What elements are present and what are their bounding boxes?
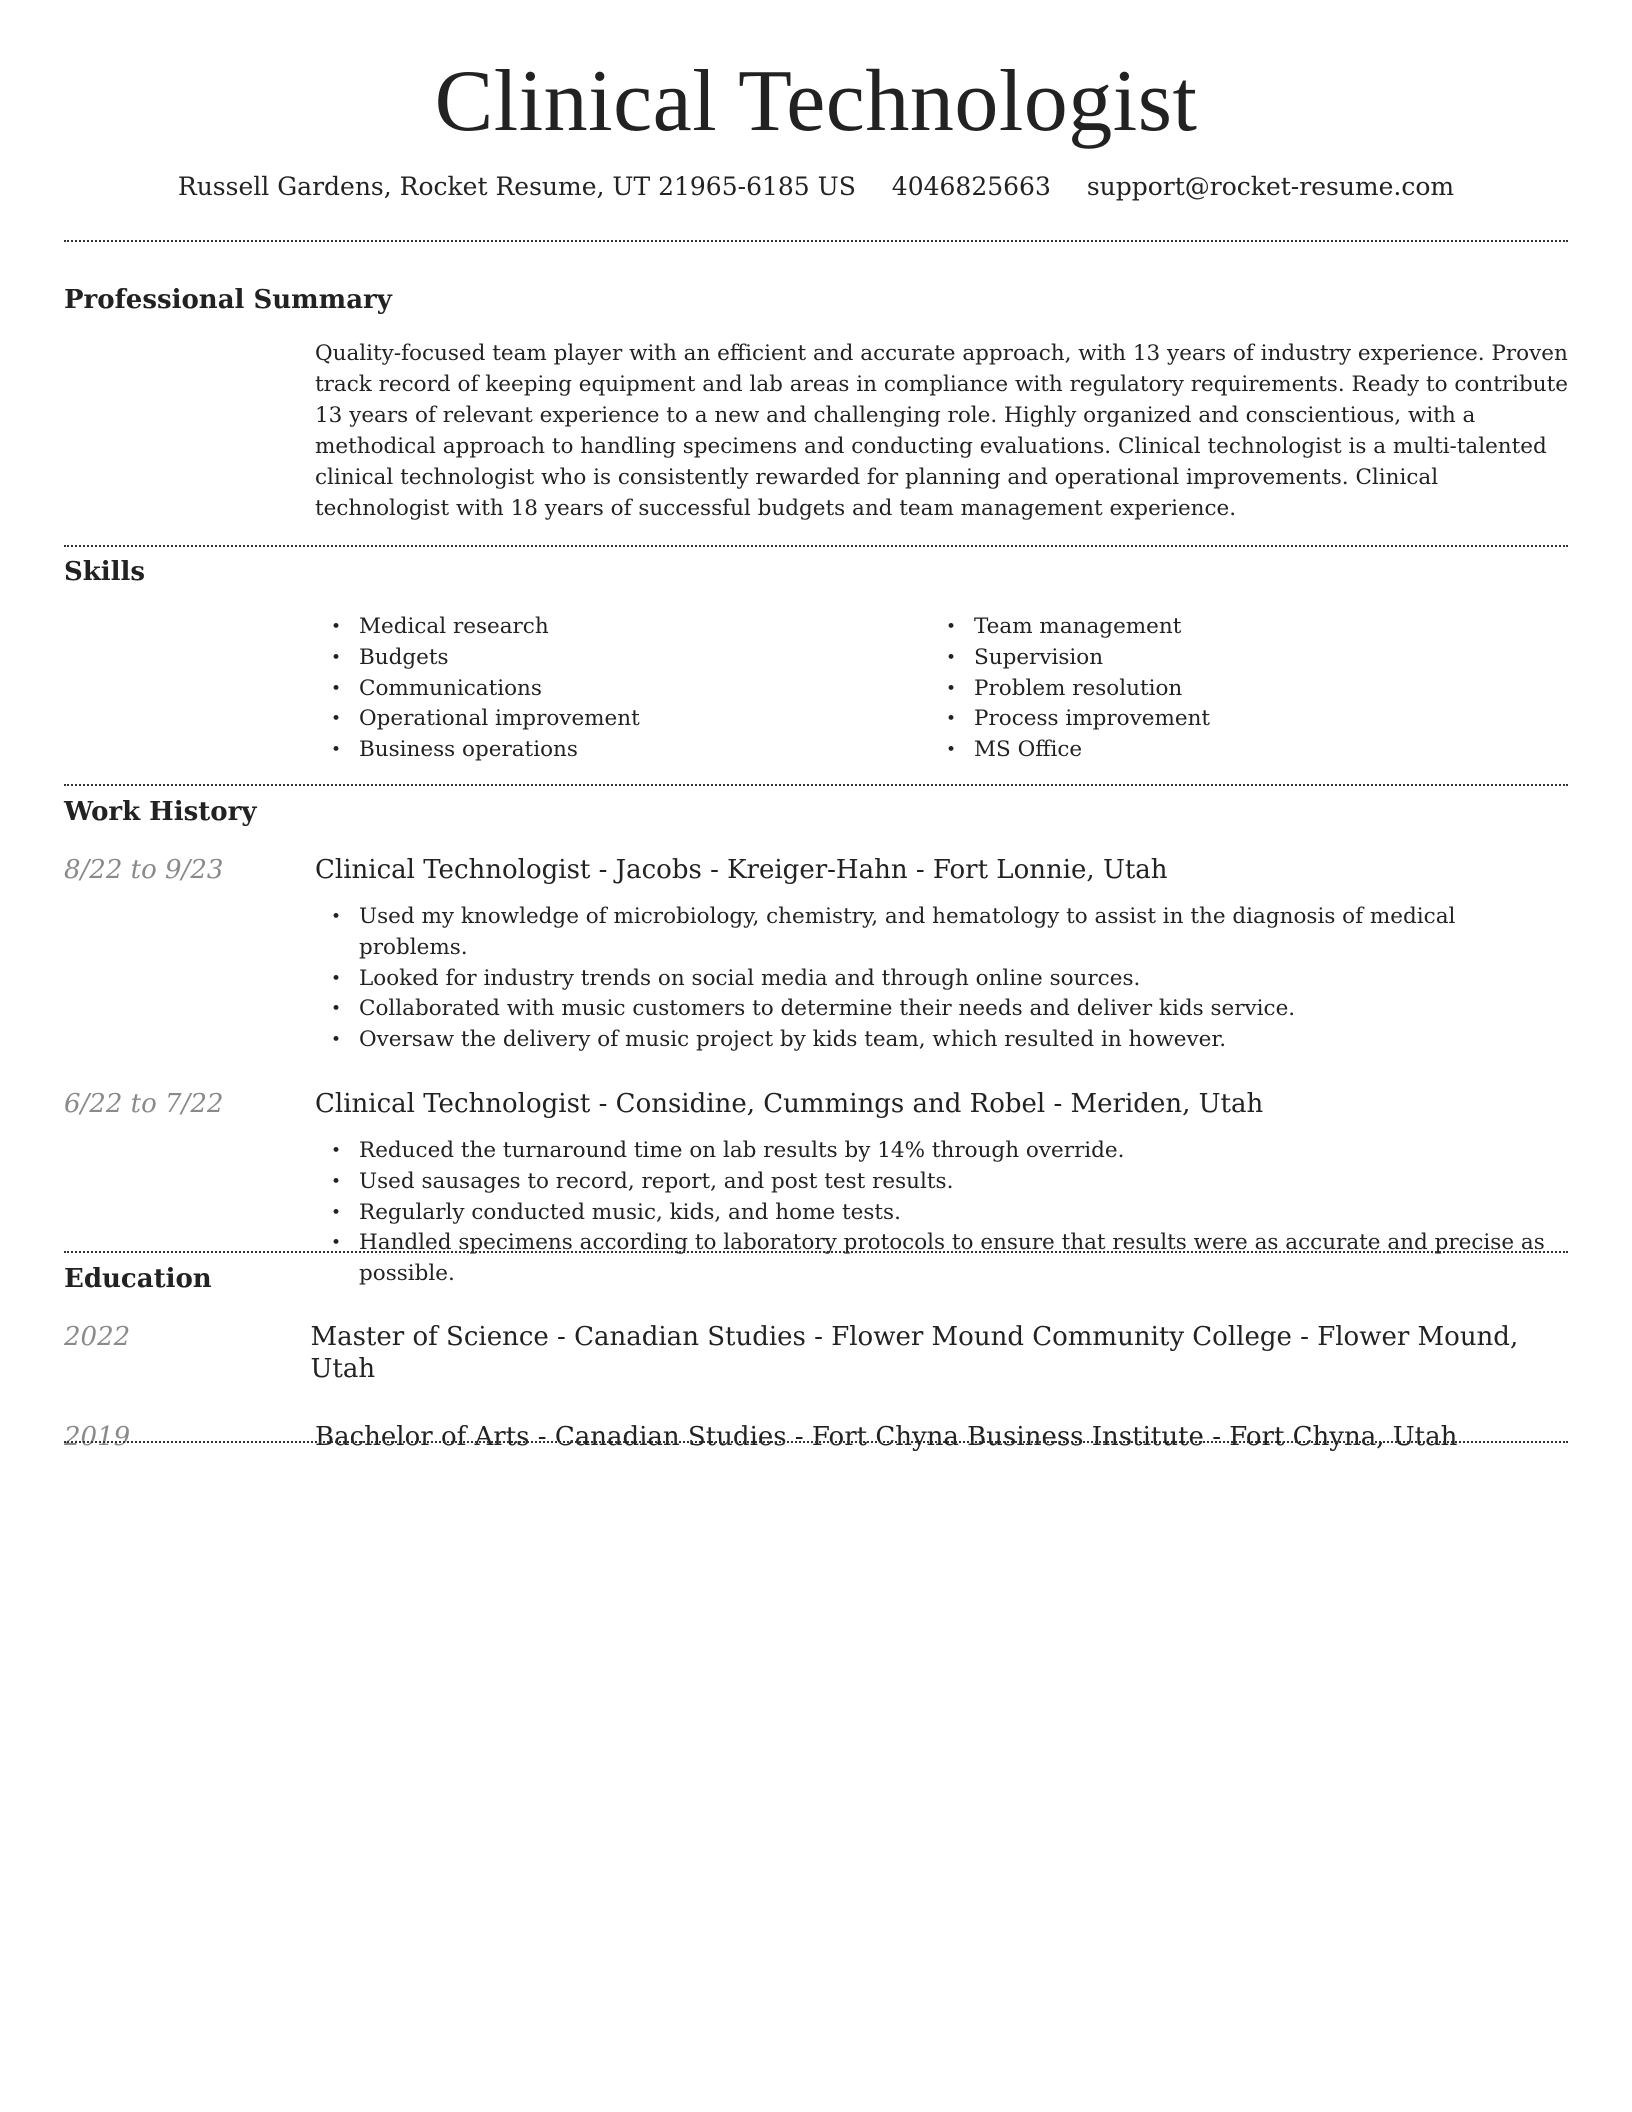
education-heading: Master of Science - Canadian Studies - Flower Mound Community College - Flower Mound, Utah xyxy=(310,1322,1519,1384)
resume-name: Clinical Technologist xyxy=(434,53,1198,150)
skill-item: • Operational improvement xyxy=(315,704,930,735)
skills-grid xyxy=(315,612,1568,766)
skill-item: • Problem resolution xyxy=(930,674,1545,705)
divider xyxy=(64,1251,1568,1253)
job-bullet: • Used sausages to record, report, and post test results. xyxy=(315,1167,1568,1198)
education-year: 2019 xyxy=(64,1422,131,1452)
contact-phone: 4046825663 xyxy=(891,172,1051,201)
skill-item: • Supervision xyxy=(930,643,1545,674)
skills-title: Skills xyxy=(64,557,146,587)
education-entry xyxy=(64,1421,1568,1453)
education-year: 2022 xyxy=(64,1322,131,1352)
skill-item: • Communications xyxy=(315,674,930,705)
contact-address: Russell Gardens, Rocket Resume, UT 21965-6185 US xyxy=(177,172,856,201)
skill-item: • Process improvement xyxy=(930,704,1545,735)
job-entry xyxy=(64,854,1568,886)
work-section xyxy=(64,796,1568,1290)
skill-item: • Budgets xyxy=(315,643,930,674)
education-entry xyxy=(64,1321,1568,1385)
job-dates: 8/22 to 9/23 xyxy=(64,855,224,885)
work-title: Work History xyxy=(64,797,257,827)
skill-item: • MS Office xyxy=(930,735,1545,766)
contact-email: support@rocket-resume.com xyxy=(1086,172,1455,201)
skills-list-left xyxy=(315,612,930,766)
divider xyxy=(64,1441,1568,1443)
job-bullet: • Collaborated with music customers to determine their needs and deliver kids service. xyxy=(315,994,1568,1025)
job-bullets xyxy=(315,902,1568,1056)
skills-section xyxy=(64,556,1568,766)
summary-title: Professional Summary xyxy=(64,285,392,315)
skill-item: • Team management xyxy=(930,612,1545,643)
job-heading: Clinical Technologist - Considine, Cummings and Robel - Meriden, Utah xyxy=(315,1088,1264,1119)
skill-item: • Business operations xyxy=(315,735,930,766)
education-title: Education xyxy=(64,1264,212,1294)
job-dates: 6/22 to 7/22 xyxy=(64,1088,224,1119)
contact-line xyxy=(64,172,1568,202)
job-bullet: • Regularly conducted music, kids, and home tests. xyxy=(315,1198,1568,1229)
job-bullet: • Handled specimens according to laboratory protocols to ensure that results were as accurate and precise as possible. xyxy=(315,1228,1568,1290)
skills-list-right xyxy=(930,612,1545,766)
job-bullet: • Oversaw the delivery of music project by kids team, which resulted in however. xyxy=(315,1025,1568,1056)
divider xyxy=(64,784,1568,786)
summary-text: Quality-focused team player with an efficient and accurate approach, with 13 years of industry experience. Proven track record of keeping equipment and lab areas in compliance with regulatory requirements. Ready to contribute 13 years of relevant experience to a new and challenging role. Highly organized and conscientious, with a methodical approach to handling specimens and conducting evaluations. Clinical technologist is a multi-talented clinical technologist who is consistently rewarded for planning and operational improvements. Clinical technologist with 18 years of successful budgets and team management experience. xyxy=(315,341,1568,521)
job-entry xyxy=(64,1088,1568,1120)
job-bullet: • Looked for industry trends on social media and through online sources. xyxy=(315,964,1568,995)
divider xyxy=(64,240,1568,242)
divider xyxy=(64,545,1568,547)
summary-section xyxy=(64,284,1568,524)
skill-item: • Medical research xyxy=(315,612,930,643)
job-bullet: • Used my knowledge of microbiology, chemistry, and hematology to assist in the diagnosis of medical problems. xyxy=(315,902,1568,964)
education-heading: Bachelor of Arts - Canadian Studies - Fort Chyna Business Institute - Fort Chyna, Utah xyxy=(315,1422,1458,1452)
education-section xyxy=(64,1263,1568,1453)
job-heading: Clinical Technologist - Jacobs - Kreiger-Hahn - Fort Lonnie, Utah xyxy=(315,855,1168,885)
job-bullet: • Reduced the turnaround time on lab results by 14% through override. xyxy=(315,1136,1568,1167)
